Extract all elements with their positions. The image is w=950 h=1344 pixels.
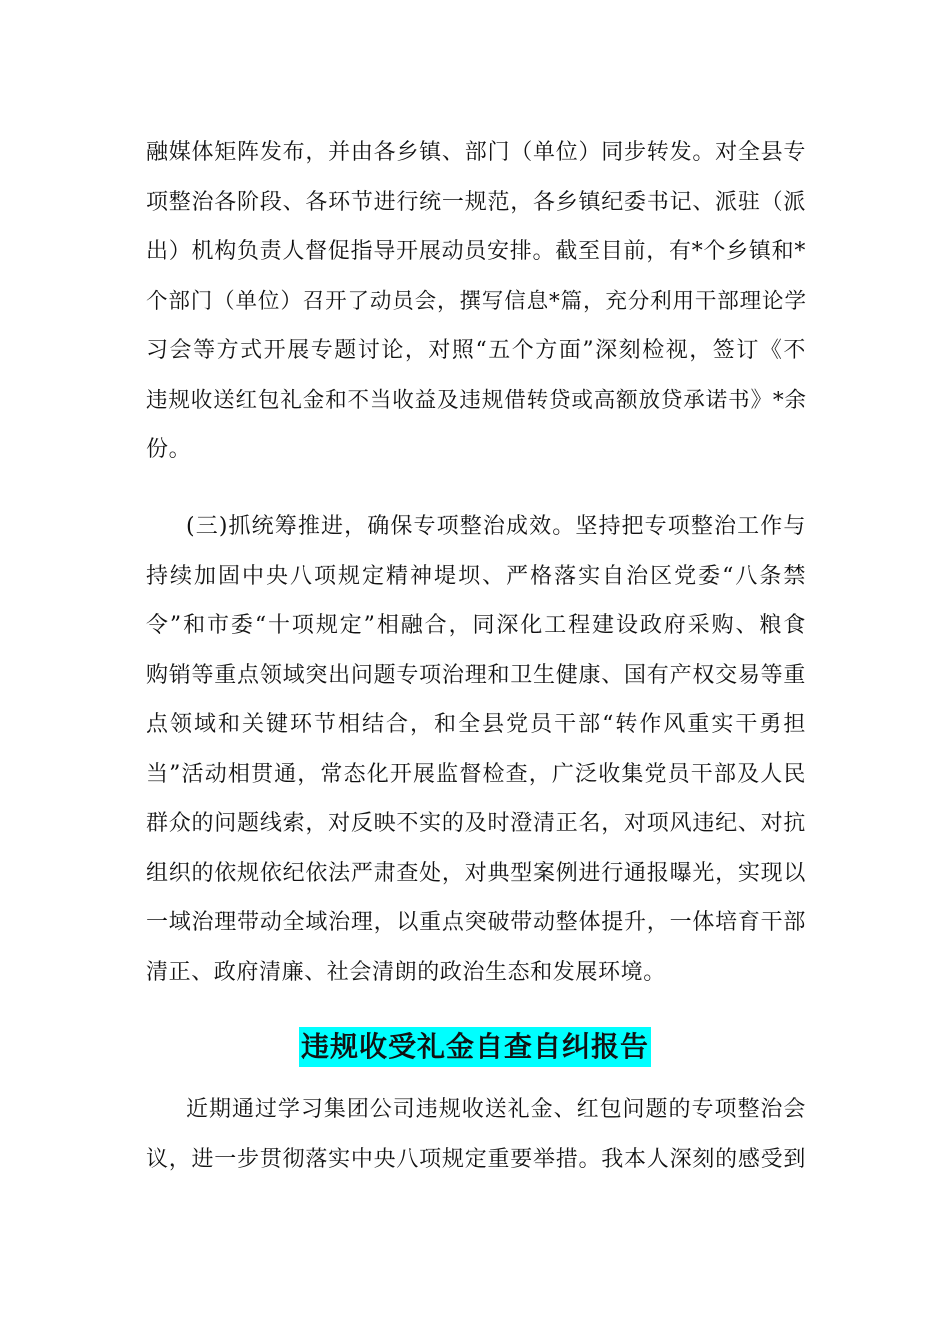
paragraph-2 xyxy=(146,502,806,997)
paragraph-line: 份。 xyxy=(146,437,192,462)
section-heading-wrapper xyxy=(0,1027,950,1067)
paragraph-line: 习会等方式开展专题讨论，对照“五个方面”深刻检视，签订《不 xyxy=(146,338,806,363)
paragraph-line: (三)抓统筹推进，确保专项整治成效。坚持把专项整治工作与 xyxy=(186,514,806,539)
paragraph-line: 当”活动相贯通，常态化开展监督检查，广泛收集党员干部及人民 xyxy=(146,761,806,787)
paragraph-line: 群众的问题线索，对反映不实的及时澄清正名，对项风违纪、对抗 xyxy=(146,811,806,836)
paragraph-line: 令”和市委“十项规定”相融合，同深化工程建设政府采购、粮食 xyxy=(146,613,806,638)
paragraph-line: 购销等重点领域突出问题专项治理和卫生健康、国有产权交易等重 xyxy=(146,662,806,688)
paragraph-line: 一域治理带动全域治理，以重点突破带动整体提升，一体培育干部 xyxy=(146,910,806,935)
paragraph-line: 违规收送红包礼金和不当收益及违规借转贷或高额放贷承诺书》*余 xyxy=(146,387,806,413)
paragraph-line: 议，进一步贯彻落实中央八项规定重要举措。我本人深刻的感受到 xyxy=(146,1146,806,1172)
paragraph-line: 组织的依规依纪依法严肃查处，对典型案例进行通报曝光，实现以 xyxy=(146,860,806,886)
paragraph-line: 清正、政府清廉、社会清朗的政治生态和发展环境。 xyxy=(146,959,666,985)
paragraph-3 xyxy=(146,1085,806,1184)
paragraph-line: 近期通过学习集团公司违规收送礼金、红包问题的专项整治会 xyxy=(186,1097,806,1122)
paragraph-line: 持续加固中央八项规定精神堤坝、严格落实自治区党委“八条禁 xyxy=(146,563,806,589)
paragraph-line: 融媒体矩阵发布，并由各乡镇、部门（单位）同步转发。对全县专 xyxy=(146,140,806,165)
paragraph-line: 个部门（单位）召开了动员会，撰写信息*篇，充分利用干部理论学 xyxy=(146,288,806,314)
paragraph-line: 出）机构负责人督促指导开展动员安排。截至目前，有*个乡镇和* xyxy=(146,239,806,264)
paragraph-line: 项整治各阶段、各环节进行统一规范，各乡镇纪委书记、派驻（派 xyxy=(146,189,806,215)
section-heading: 违规收受礼金自查自纠报告 xyxy=(299,1027,651,1067)
paragraph-1 xyxy=(146,128,806,475)
paragraph-line: 点领域和关键环节相结合，和全县党员干部“转作风重实干勇担 xyxy=(146,712,806,737)
